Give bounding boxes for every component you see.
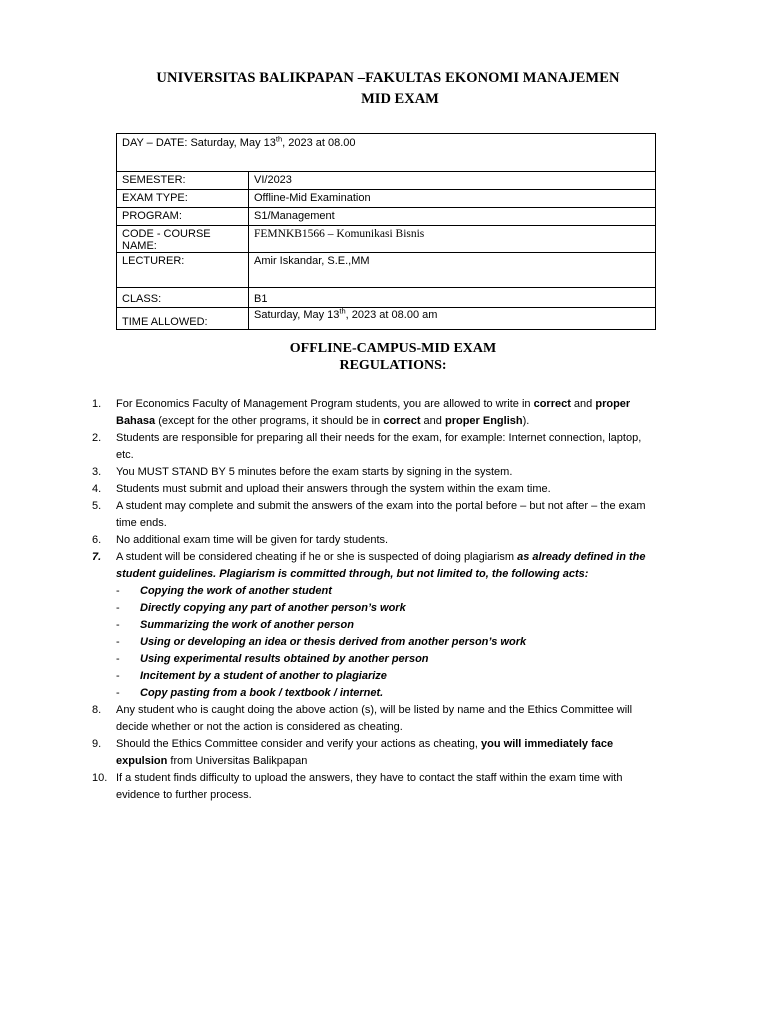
lecturer-row — [117, 253, 656, 288]
regulations-subheading: REGULATIONS: — [339, 358, 447, 373]
semester-row — [117, 172, 656, 190]
course-label: CODE - COURSE NAME: — [117, 226, 249, 253]
rule-6: 6. No additional exam time will be given for tardy students. — [92, 532, 662, 549]
exam-type-label: EXAM TYPE: — [117, 190, 249, 208]
rule-1: 1. For Economics Faculty of Management Program students, you are allowed to write in correct and proper Bahasa (except for the other programs, it should be in correct and proper English). — [92, 398, 631, 427]
rule-7: 7. A student will be considered cheating if he or she is suspected of doing plagiarism as already defined in the student guidelines. Plagiarism is committed through, but not limited to, the following acts: — [92, 551, 646, 580]
semester-value: VI/2023 — [249, 172, 656, 190]
class-label: CLASS: — [117, 288, 249, 308]
rule-2: 2. Students are responsible for preparing all their needs for the exam, for example: Internet connection, laptop, etc. — [92, 432, 642, 461]
rule-number: 4. — [92, 483, 102, 495]
semester-label: SEMESTER: — [117, 172, 249, 190]
rule-number: 5. — [92, 500, 102, 512]
regulations-heading: OFFLINE-CAMPUS-MID EXAM — [289, 341, 497, 356]
class-value: B1 — [249, 288, 656, 308]
plagiarism-act: - Directly copying any part of another person’s work — [116, 602, 406, 614]
plagiarism-act: - Using experimental results obtained by another person — [116, 653, 429, 665]
rule-number: 3. — [92, 466, 102, 478]
program-row — [117, 208, 656, 226]
university-heading: UNIVERSITAS BALIKPAPAN –FAKULTAS EKONOMI MANAJEMEN — [156, 70, 620, 86]
time-allowed-label: TIME ALLOWED: — [117, 308, 249, 330]
rule-3: 3. You MUST STAND BY 5 minutes before the exam starts by signing in the system. — [92, 464, 662, 481]
exam-heading: MID EXAM — [361, 91, 439, 107]
plagiarism-act: - Incitement by a student of another to plagiarize — [116, 670, 387, 682]
rule-number: 1. — [92, 398, 102, 410]
time-allowed-value: Saturday, May 13th, 2023 at 08.00 am — [249, 308, 656, 330]
course-value: FEMNKB1566 – Komunikasi Bisnis — [249, 226, 656, 253]
rule-number: 9. — [92, 738, 102, 750]
rule-number: 6. — [92, 534, 102, 546]
day-date-row — [117, 134, 656, 172]
class-row — [117, 288, 656, 308]
day-date-cell: DAY – DATE: Saturday, May 13th, 2023 at 08.00 — [117, 134, 656, 172]
time-allowed-row — [117, 308, 656, 330]
plagiarism-act: - Copying the work of another student — [116, 585, 332, 597]
rule-number: 8. — [92, 704, 102, 716]
exam-type-value: Offline-Mid Examination — [249, 190, 656, 208]
rule-8: 8. Any student who is caught doing the above action (s), will be listed by name and the Ethics Committee will decide whether or not the action is considered as cheating. — [92, 704, 633, 733]
plagiarism-act: - Summarizing the work of another person — [116, 619, 354, 631]
plagiarism-act: - Copy pasting from a book / textbook / internet. — [116, 687, 384, 699]
regulations-list — [92, 396, 662, 804]
rule-10: 10. If a student finds difficulty to upload the answers, they have to contact the staff within the exam time with evidence to further process. — [92, 772, 623, 801]
course-row — [117, 226, 656, 253]
rule-number: 10. — [92, 772, 108, 784]
exam-info-table — [116, 133, 656, 330]
rule-number: 2. — [92, 432, 102, 444]
plagiarism-act: - Using or developing an idea or thesis derived from another person’s work — [116, 636, 527, 648]
rule-9: 9. Should the Ethics Committee consider and verify your actions as cheating, you will immediately face expulsion from Universitas Balikpapan — [92, 738, 614, 767]
exam-type-row — [117, 190, 656, 208]
rule-number: 7. — [92, 551, 102, 563]
program-label: PROGRAM: — [117, 208, 249, 226]
lecturer-label: LECTURER: — [117, 253, 249, 288]
lecturer-value: Amir Iskandar, S.E.,MM — [249, 253, 656, 288]
rule-5: 5. A student may complete and submit the answers of the exam into the portal before – but not after – the exam time ends. — [92, 500, 646, 529]
program-value: S1/Management — [249, 208, 656, 226]
rule-4: 4. Students must submit and upload their answers through the system within the exam time. — [92, 481, 662, 498]
